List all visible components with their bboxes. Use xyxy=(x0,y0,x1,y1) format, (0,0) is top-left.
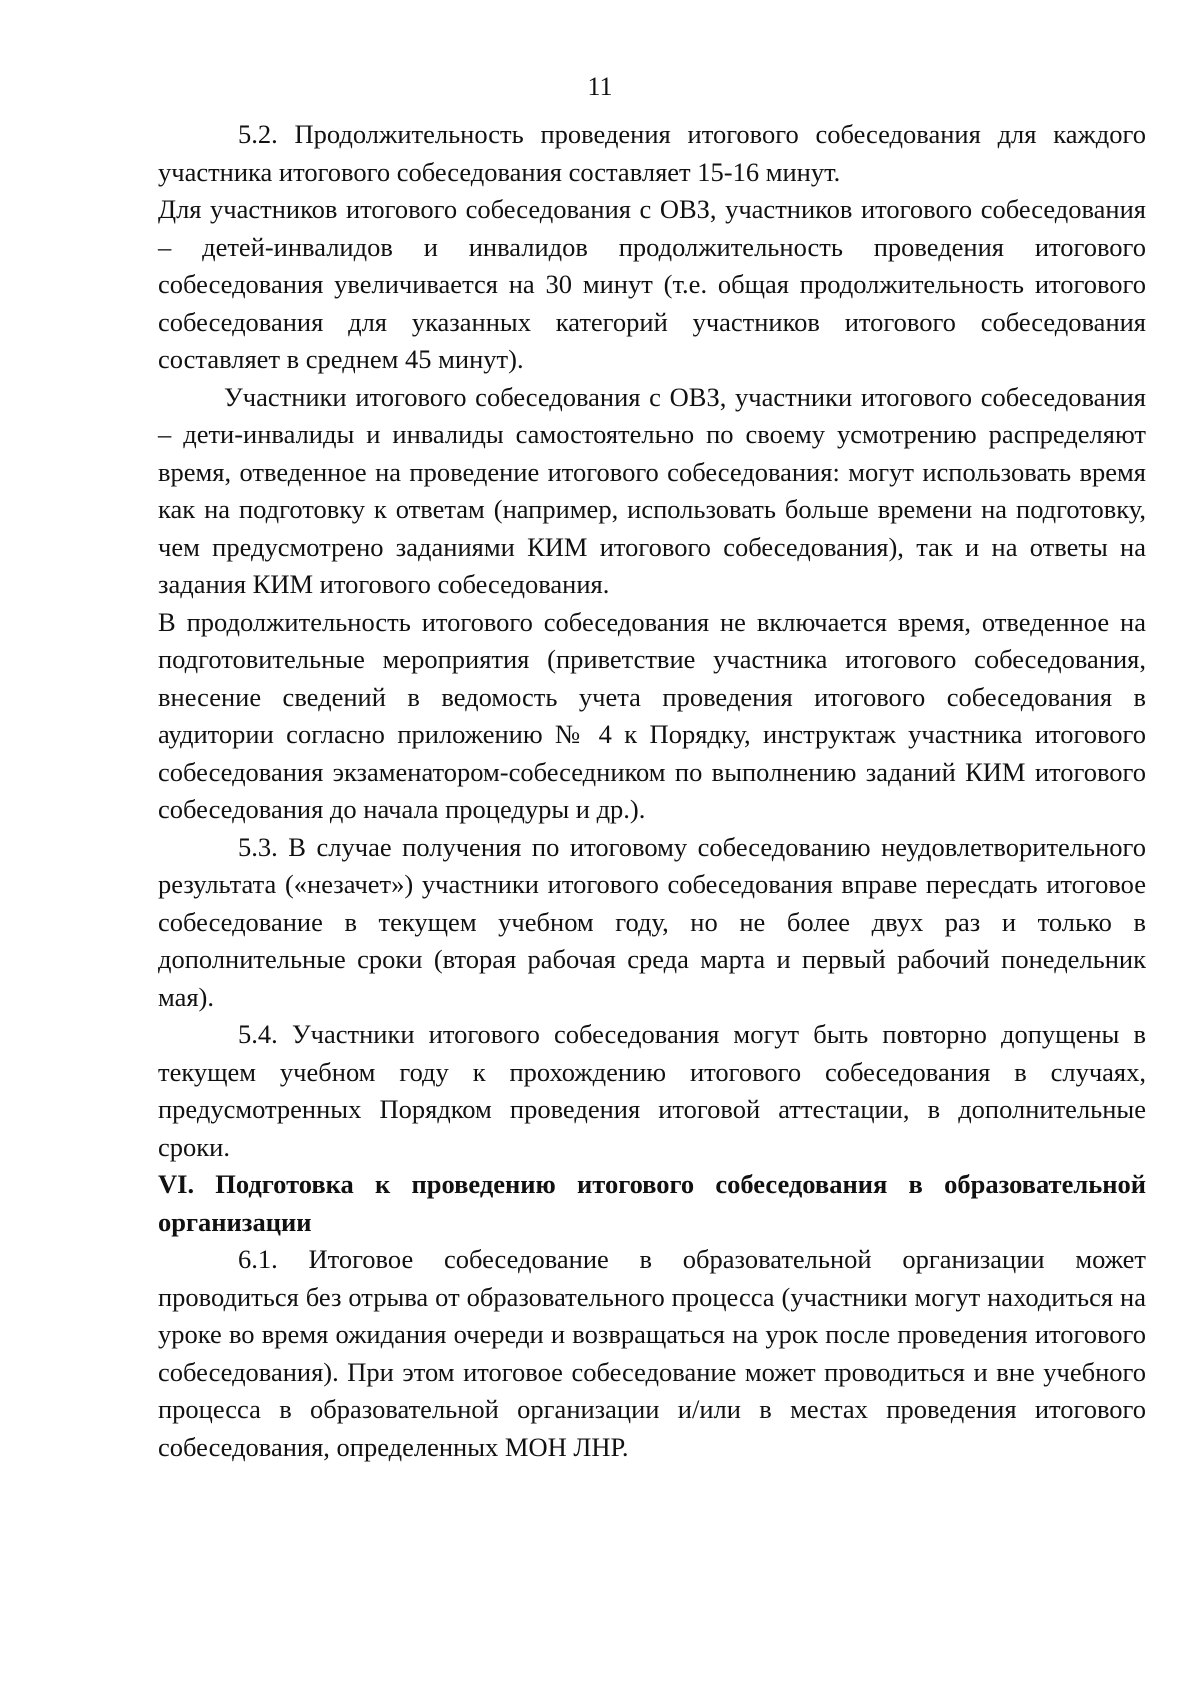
paragraph-5-2-ovz: Для участников итогового собеседования с ОВЗ, участников итогового собеседования – детей-инвалидов и инвалидов продолжительность проведения итогового собеседования увеличивается на 30 минут (т.е. общая продолжительность итогового собеседования для указанных категорий участников итогового собеседования составляет в среднем 45 минут). xyxy=(158,194,1146,374)
paragraph-5-2: 5.2. Продолжительность проведения итогового собеседования для каждого участника итогового собеседования составляет 15-16 минут. xyxy=(158,119,1146,187)
paragraph-5-4: 5.4. Участники итогового собеседования могут быть повторно допущены в текущем учебном году к прохождению итогового собеседования в случаях, предусмотренных Порядком проведения итоговой аттестации, в дополнительные сроки. xyxy=(158,1019,1146,1162)
page-number: 11 xyxy=(587,72,613,101)
section-heading-vi: VI. Подготовка к проведению итогового собеседования в образовательной организации xyxy=(158,1169,1146,1237)
paragraph-5-3: 5.3. В случае получения по итоговому собеседованию неудовлетворительного результата («незачет») участники итогового собеседования вправе пересдать итоговое собеседование в текущем учебном году, но не более двух раз и только в дополнительные сроки (вторая рабочая среда марта и первый рабочий понедельник мая). xyxy=(158,831,1146,1012)
paragraph-6-1: 6.1. Итоговое собеседование в образовательной организации может проводиться без отрыва от образовательного процесса (участники могут находиться на уроке во время ожидания очереди и возвращаться на урок после проведения итогового собеседования). При этом итоговое собеседование может проводиться и вне учебного процесса в образовательной организации и/или в местах проведения итогового собеседования, определенных МОН ЛНР. xyxy=(158,1244,1146,1462)
paragraph-5-2-excluded-time: В продолжительность итогового собеседования не включается время, отведенное на подготовительные мероприятия (приветствие участника итогового собеседования, внесение сведений в ведомость учета проведения итогового собеседования в аудитории согласно приложению № 4 к Порядку, инструктаж участника итогового собеседования экзаменатором-собеседником по выполнению заданий КИМ итогового собеседования до начала процедуры и др.). xyxy=(158,606,1146,824)
document-body xyxy=(158,116,1146,1466)
paragraph-5-2-time-distribution: Участники итогового собеседования с ОВЗ, участники итогового собеседования – дети-инвалиды и инвалиды самостоятельно по своему усмотрению распределяют время, отведенное на проведение итогового собеседования: могут использовать время как на подготовку к ответам (например, использовать больше времени на подготовку, чем предусмотрено заданиями КИМ итогового собеседования), так и на ответы на задания КИМ итогового собеседования. xyxy=(158,381,1146,599)
